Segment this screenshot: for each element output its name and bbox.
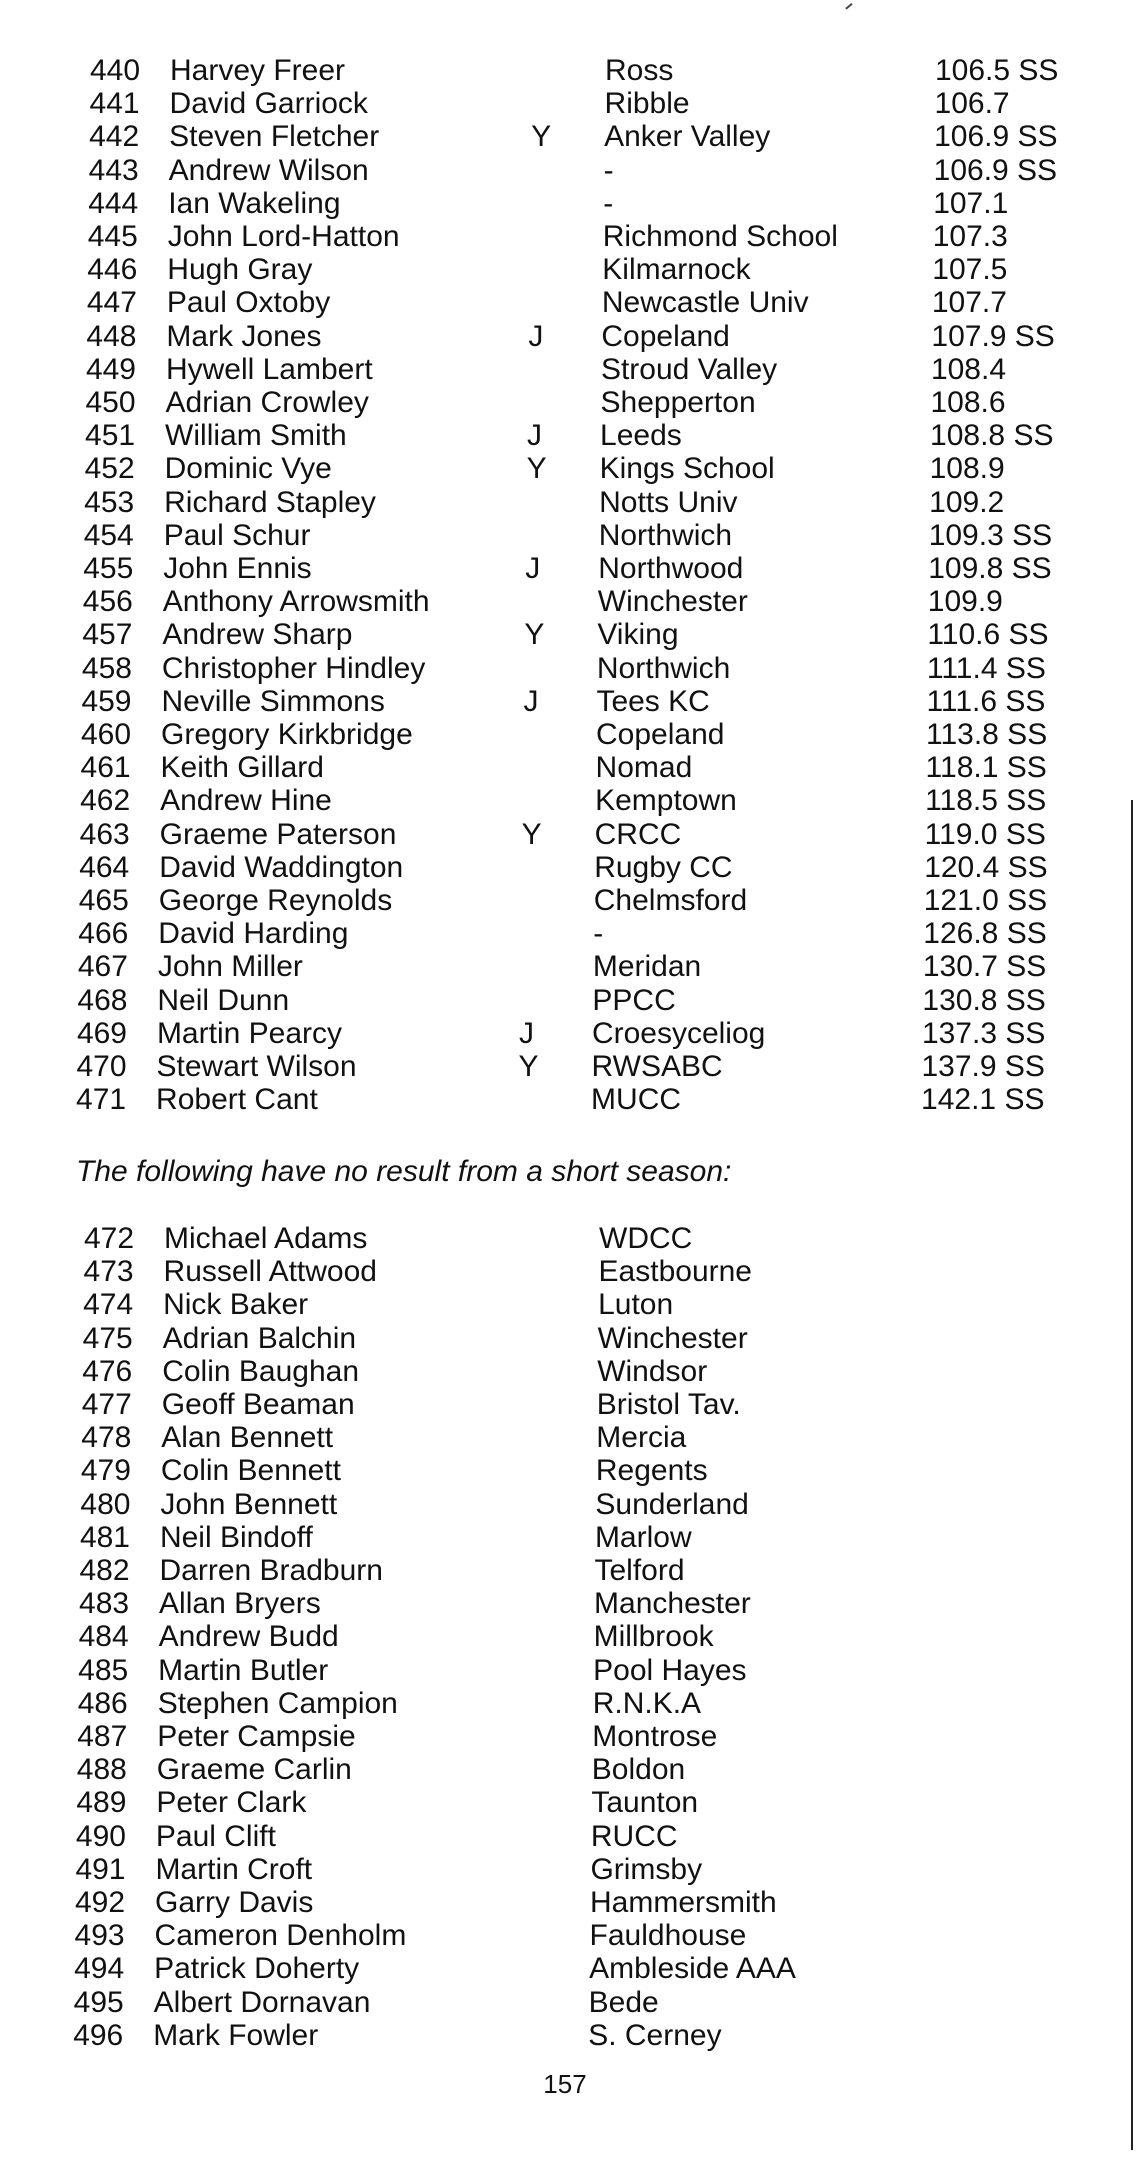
competitor-name: Neil Dunn bbox=[157, 983, 290, 1017]
result-time: 107.3 bbox=[932, 220, 1008, 253]
result-time: 109.3 SS bbox=[928, 518, 1053, 552]
age-category: J bbox=[525, 552, 541, 585]
club-name: PPCC bbox=[592, 983, 676, 1017]
competitor-name: Russell Attwood bbox=[163, 1255, 377, 1289]
entry-number: 449 bbox=[85, 352, 136, 386]
entry-number: 493 bbox=[74, 1919, 125, 1953]
entry-number: 457 bbox=[82, 618, 133, 652]
page-edge-rule bbox=[1131, 800, 1133, 2150]
result-time: 110.6 SS bbox=[927, 618, 1049, 652]
result-time: 137.9 SS bbox=[921, 1050, 1045, 1083]
entry-number: 486 bbox=[77, 1686, 128, 1720]
competitor-name: Keith Gillard bbox=[160, 751, 324, 785]
entry-number: 488 bbox=[76, 1753, 127, 1787]
club-name: Marlow bbox=[594, 1520, 692, 1554]
entry-number: 484 bbox=[78, 1620, 129, 1654]
competitor-name: Nick Baker bbox=[163, 1288, 309, 1322]
competitor-name: Geoff Beaman bbox=[161, 1388, 355, 1421]
competitor-name: Stewart Wilson bbox=[156, 1050, 357, 1083]
competitor-name: Graeme Carlin bbox=[156, 1753, 352, 1787]
competitor-name: Patrick Doherty bbox=[154, 1952, 360, 1986]
competitor-name: Mark Jones bbox=[166, 319, 322, 353]
club-name: - bbox=[603, 153, 614, 187]
entry-number: 480 bbox=[80, 1487, 131, 1521]
club-name: Kilmarnock bbox=[602, 253, 751, 287]
competitor-name: Harvey Freer bbox=[170, 54, 346, 87]
competitor-name: Hugh Gray bbox=[167, 253, 313, 287]
competitor-name: Gregory Kirkbridge bbox=[161, 718, 413, 751]
entry-number: 459 bbox=[81, 684, 132, 718]
club-name: Pool Hayes bbox=[593, 1653, 747, 1687]
entry-number: 447 bbox=[86, 286, 137, 320]
competitor-name: Alan Bennett bbox=[161, 1421, 334, 1455]
entry-number: 456 bbox=[82, 585, 133, 619]
result-time: 108.6 bbox=[930, 386, 1006, 419]
result-time: 107.7 bbox=[931, 286, 1007, 320]
club-name: Ambleside AAA bbox=[589, 1952, 796, 1986]
club-name: Kings School bbox=[599, 452, 775, 486]
club-name: - bbox=[593, 917, 604, 951]
entry-number: 466 bbox=[78, 917, 129, 951]
entry-number: 474 bbox=[83, 1288, 134, 1322]
club-name: Ross bbox=[605, 54, 674, 87]
entry-number: 450 bbox=[85, 386, 136, 419]
entry-number: 494 bbox=[74, 1952, 125, 1986]
entry-number: 489 bbox=[76, 1786, 127, 1820]
result-time: 109.2 bbox=[929, 485, 1005, 519]
club-name: Montrose bbox=[592, 1720, 718, 1753]
competitor-name: Martin Butler bbox=[158, 1653, 329, 1687]
entry-number: 471 bbox=[76, 1083, 127, 1117]
result-time: 118.1 SS bbox=[925, 751, 1047, 785]
result-time: 106.7 bbox=[934, 87, 1010, 121]
club-name: Rugby CC bbox=[594, 850, 733, 884]
club-name: Fauldhouse bbox=[589, 1919, 747, 1953]
club-name: MUCC bbox=[591, 1083, 682, 1117]
competitor-name: Allan Bryers bbox=[159, 1587, 321, 1621]
entry-number: 487 bbox=[77, 1720, 128, 1753]
club-name: Northwich bbox=[596, 651, 731, 685]
age-category: J bbox=[518, 1016, 534, 1050]
club-name: Windsor bbox=[597, 1354, 708, 1388]
entry-number: 483 bbox=[79, 1587, 130, 1621]
entry-number: 442 bbox=[89, 120, 140, 154]
entry-number: 473 bbox=[83, 1255, 134, 1289]
age-category: Y bbox=[518, 1050, 539, 1083]
entry-number: 495 bbox=[73, 1985, 124, 2019]
club-name: RWSABC bbox=[591, 1050, 723, 1083]
club-name: R.N.K.A bbox=[592, 1686, 702, 1720]
competitor-name: Garry Davis bbox=[155, 1886, 314, 1919]
club-name: S. Cerney bbox=[588, 2018, 722, 2052]
club-name: Mercia bbox=[596, 1421, 687, 1455]
club-name: Bede bbox=[588, 1985, 659, 2019]
result-time: 119.0 SS bbox=[924, 817, 1046, 851]
club-name: Croesyceliog bbox=[591, 1016, 766, 1050]
entry-number: 460 bbox=[81, 718, 132, 751]
result-time: 109.9 bbox=[927, 585, 1003, 619]
competitor-name: Andrew Hine bbox=[160, 784, 332, 818]
entry-number: 453 bbox=[84, 485, 135, 519]
entry-number: 468 bbox=[77, 983, 128, 1017]
club-name: Winchester bbox=[597, 1321, 748, 1355]
entry-number: 448 bbox=[86, 319, 137, 353]
age-category: Y bbox=[531, 120, 552, 154]
competitor-name: Michael Adams bbox=[164, 1222, 368, 1255]
club-name: Richmond School bbox=[602, 220, 838, 253]
entry-number: 445 bbox=[87, 220, 138, 253]
result-time: 106.5 SS bbox=[935, 54, 1059, 87]
entry-number: 461 bbox=[80, 751, 131, 785]
result-time: 120.4 SS bbox=[924, 850, 1048, 884]
competitor-name: David Harding bbox=[158, 917, 349, 951]
age-category: J bbox=[523, 684, 539, 718]
club-name: Kemptown bbox=[595, 784, 737, 818]
entry-number: 470 bbox=[76, 1050, 127, 1083]
club-name: Boldon bbox=[591, 1753, 686, 1787]
entry-number: 444 bbox=[88, 186, 139, 220]
club-name: Anker Valley bbox=[604, 120, 771, 154]
entry-number: 485 bbox=[78, 1653, 129, 1687]
competitor-name: John Ennis bbox=[163, 552, 312, 585]
competitor-name: Adrian Balchin bbox=[162, 1321, 357, 1355]
competitor-name: Adrian Crowley bbox=[165, 386, 369, 419]
club-name: Millbrook bbox=[593, 1620, 714, 1654]
club-name: Notts Univ bbox=[599, 485, 738, 519]
competitor-name: John Miller bbox=[157, 950, 303, 984]
competitor-name: Neil Bindoff bbox=[159, 1520, 313, 1554]
club-name: Luton bbox=[598, 1288, 674, 1322]
entry-number: 491 bbox=[75, 1852, 126, 1886]
result-time: 142.1 SS bbox=[921, 1083, 1045, 1117]
competitor-name: Martin Croft bbox=[155, 1852, 313, 1886]
entry-number: 454 bbox=[83, 518, 134, 552]
club-name: Shepperton bbox=[600, 386, 756, 419]
page-number: 157 bbox=[543, 2069, 587, 2099]
club-name: Stroud Valley bbox=[600, 352, 778, 386]
result-time: 118.5 SS bbox=[925, 784, 1047, 818]
result-time: 109.8 SS bbox=[928, 552, 1052, 585]
result-time: 126.8 SS bbox=[923, 917, 1047, 951]
result-time: 121.0 SS bbox=[923, 884, 1048, 917]
entry-number: 443 bbox=[88, 153, 139, 187]
club-name: Ribble bbox=[604, 87, 690, 121]
club-name: Hammersmith bbox=[590, 1886, 777, 1919]
age-category: Y bbox=[526, 452, 547, 486]
age-category: J bbox=[527, 419, 543, 453]
result-time: 108.8 SS bbox=[930, 419, 1054, 453]
entry-number: 462 bbox=[80, 784, 131, 818]
club-name: Northwich bbox=[598, 518, 733, 552]
entry-number: 490 bbox=[75, 1819, 126, 1853]
result-time: 107.1 bbox=[933, 186, 1009, 220]
club-name: - bbox=[603, 186, 614, 220]
entry-number: 446 bbox=[87, 253, 138, 287]
club-name: Northwood bbox=[598, 552, 744, 585]
entry-number: 458 bbox=[81, 651, 132, 685]
no-result-notice: The following have no result from a short season: bbox=[76, 1155, 732, 1188]
club-name: Tees KC bbox=[596, 684, 710, 718]
competitor-name: Paul Schur bbox=[163, 518, 311, 552]
result-time: 107.5 bbox=[932, 253, 1008, 287]
entry-number: 496 bbox=[73, 2018, 124, 2052]
competitor-name: Anthony Arrowsmith bbox=[162, 585, 430, 619]
entry-number: 451 bbox=[85, 419, 136, 453]
club-name: Sunderland bbox=[595, 1487, 749, 1521]
entry-number: 479 bbox=[80, 1454, 131, 1488]
scan-mark bbox=[841, 0, 852, 10]
age-category: J bbox=[528, 319, 544, 353]
club-name: Chelmsford bbox=[593, 884, 748, 917]
club-name: Newcastle Univ bbox=[601, 286, 809, 320]
entry-number: 475 bbox=[82, 1321, 133, 1355]
age-category: Y bbox=[524, 618, 545, 652]
club-name: Manchester bbox=[594, 1587, 751, 1621]
entry-number: 477 bbox=[81, 1388, 132, 1421]
club-name: Copeland bbox=[596, 718, 725, 751]
club-name: Telford bbox=[594, 1554, 685, 1587]
result-time: 130.8 SS bbox=[922, 983, 1046, 1017]
competitor-name: John Lord-Hatton bbox=[167, 220, 400, 253]
competitor-name: Martin Pearcy bbox=[156, 1016, 342, 1050]
result-time: 106.9 SS bbox=[934, 120, 1058, 154]
entry-number: 455 bbox=[83, 552, 134, 585]
competitor-name: Albert Dornavan bbox=[153, 1985, 371, 2019]
entry-number: 452 bbox=[84, 452, 135, 486]
age-category: Y bbox=[521, 817, 542, 851]
competitor-name: David Garriock bbox=[169, 87, 368, 121]
club-name: CRCC bbox=[594, 817, 682, 851]
competitor-name: Cameron Denholm bbox=[154, 1919, 407, 1953]
competitor-name: Graeme Paterson bbox=[159, 817, 397, 851]
competitor-name: Christopher Hindley bbox=[161, 651, 426, 685]
competitor-name: Mark Fowler bbox=[153, 2018, 319, 2052]
result-time: 130.7 SS bbox=[922, 950, 1047, 984]
competitor-name: Robert Cant bbox=[156, 1083, 318, 1117]
entry-number: 465 bbox=[78, 884, 129, 917]
club-name: Grimsby bbox=[590, 1852, 703, 1886]
result-time: 111.4 SS bbox=[926, 651, 1046, 685]
result-time: 137.3 SS bbox=[921, 1016, 1046, 1050]
competitor-name: Colin Bennett bbox=[160, 1454, 341, 1488]
entry-number: 463 bbox=[79, 817, 130, 851]
result-time: 108.9 bbox=[929, 452, 1005, 486]
club-name: Regents bbox=[595, 1454, 708, 1488]
competitor-name: Colin Baughan bbox=[162, 1354, 360, 1388]
competitor-name: Darren Bradburn bbox=[159, 1554, 383, 1587]
club-name: RUCC bbox=[590, 1819, 678, 1853]
competitor-name: Paul Clift bbox=[155, 1819, 276, 1853]
competitor-name: Richard Stapley bbox=[164, 485, 376, 519]
competitor-name: Ian Wakeling bbox=[168, 186, 341, 220]
competitor-name: Peter Clark bbox=[156, 1786, 307, 1820]
result-time: 113.8 SS bbox=[926, 718, 1048, 751]
entry-number: 478 bbox=[81, 1421, 132, 1455]
competitor-name: George Reynolds bbox=[158, 884, 393, 917]
club-name: WDCC bbox=[599, 1222, 693, 1255]
club-name: Taunton bbox=[591, 1786, 699, 1820]
competitor-name: Steven Fletcher bbox=[169, 120, 380, 154]
competitor-name: Andrew Budd bbox=[158, 1620, 339, 1654]
club-name: Meridan bbox=[592, 950, 702, 984]
club-name: Nomad bbox=[595, 751, 693, 785]
club-name: Leeds bbox=[600, 419, 682, 453]
entry-number: 476 bbox=[82, 1354, 133, 1388]
entry-number: 464 bbox=[79, 850, 130, 884]
club-name: Eastbourne bbox=[598, 1255, 752, 1289]
competitor-name: Dominic Vye bbox=[164, 452, 332, 486]
result-time: 108.4 bbox=[930, 352, 1007, 386]
competitor-name: Andrew Sharp bbox=[162, 618, 353, 652]
entry-number: 441 bbox=[89, 87, 140, 121]
competitor-name: Paul Oxtoby bbox=[166, 286, 331, 320]
club-name: Bristol Tav. bbox=[596, 1388, 741, 1421]
result-time: 106.9 SS bbox=[933, 153, 1058, 187]
result-time: 111.6 SS bbox=[926, 684, 1046, 718]
entry-number: 492 bbox=[75, 1886, 126, 1919]
entry-number: 469 bbox=[76, 1016, 127, 1050]
competitor-name: Stephen Campion bbox=[157, 1686, 398, 1720]
competitor-name: Andrew Wilson bbox=[168, 153, 369, 187]
result-time: 107.9 SS bbox=[931, 319, 1055, 353]
entry-number: 472 bbox=[84, 1222, 135, 1255]
club-name: Copeland bbox=[601, 319, 730, 353]
competitor-name: Neville Simmons bbox=[161, 684, 385, 718]
entry-number: 482 bbox=[79, 1554, 130, 1587]
club-name: Viking bbox=[597, 618, 679, 652]
club-name: Winchester bbox=[597, 585, 748, 619]
competitor-name: William Smith bbox=[165, 419, 347, 453]
competitor-name: Peter Campsie bbox=[157, 1720, 356, 1753]
entry-number: 467 bbox=[77, 950, 128, 984]
entry-number: 481 bbox=[79, 1520, 130, 1554]
competitor-name: John Bennett bbox=[160, 1487, 338, 1521]
competitor-name: David Waddington bbox=[159, 850, 404, 884]
competitor-name: Hywell Lambert bbox=[165, 352, 373, 386]
entry-number: 440 bbox=[90, 54, 141, 87]
